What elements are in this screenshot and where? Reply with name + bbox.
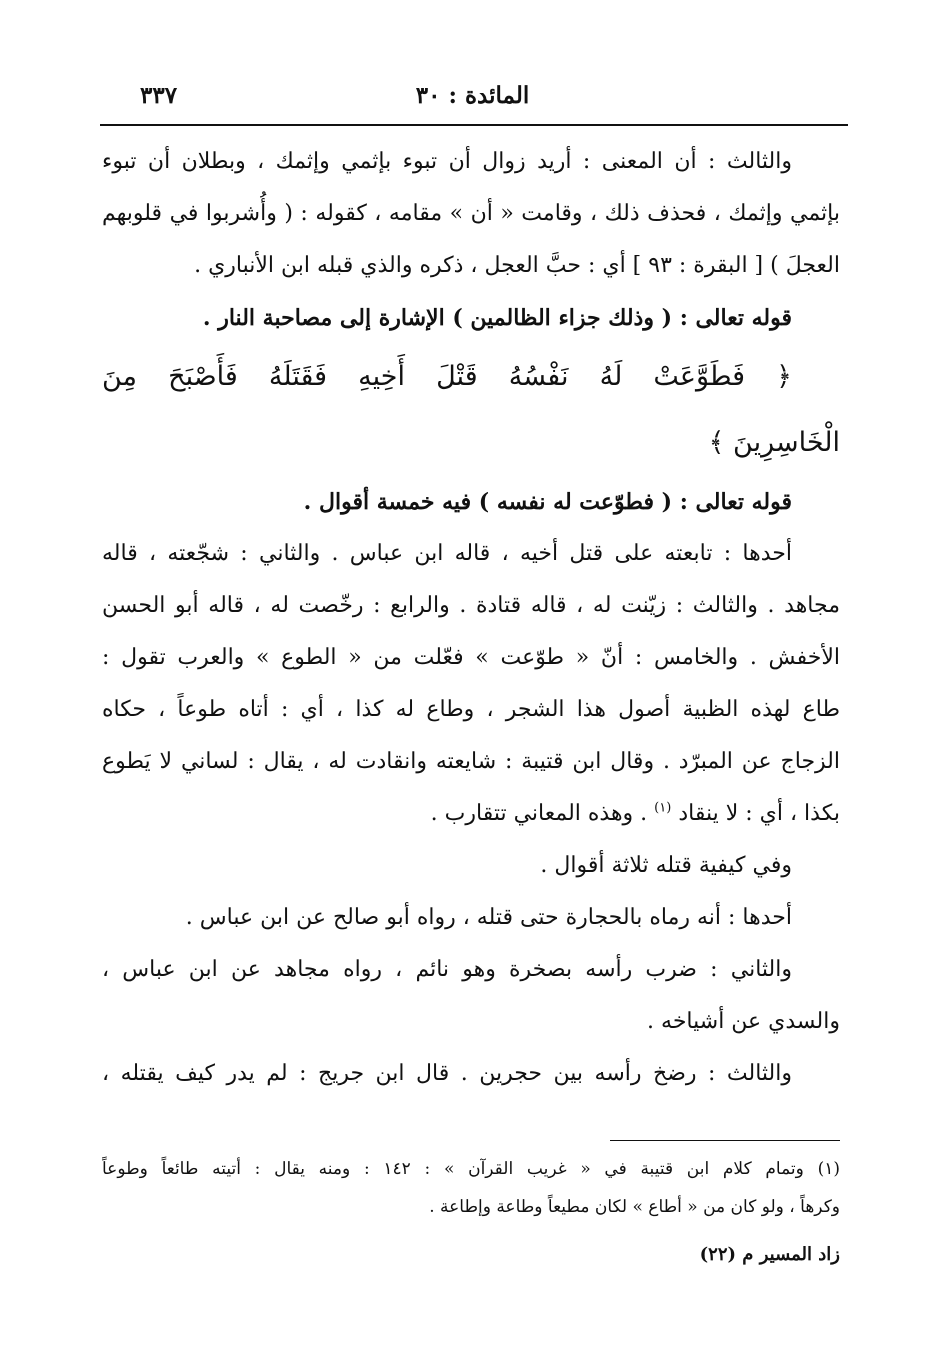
text-line: الزجاج عن المبرّد . وقال ابن قتيبة : شايعته وانقادت له ، يقال : لساني لا يَطوع [102,749,840,774]
text-line: وفي كيفية قتله ثلاثة أقوال . [540,853,792,878]
surah-reference: المائدة : ٣٠ [415,82,530,109]
text-line: والثاني : ضرب رأسه بصخرة وهو نائم ، رواه مجاهد عن ابن عباس ، [102,957,792,982]
text-line: أحدها : تابعته على قتل أخيه ، قاله ابن عباس . والثاني : شجّعته ، قاله [102,541,792,566]
page-number: ٣٣٧ [140,82,178,109]
text-segment: بكذا ، أي : لا ينقاد [678,801,840,826]
text-line: والثالث : أن المعنى : أريد زوال أن تبوء بإثمي وإثمك ، وبطلان أن تبوء [102,149,792,174]
text-line [102,788,840,840]
footnote-line: (١) وتمام كلام ابن قتيبة في « غريب القرآن » : ١٤٢ : ومنه يقال : أتيته طائعاً وطوعاً [102,1159,840,1179]
text-segment: . وهذه المعاني تتقارب . [430,801,648,826]
text-line: قوله تعالى : ( وذلك جزاء الظالمين ) الإشارة إلى مصاحبة النار . [202,305,792,331]
text-line: العجلَ ) [ البقرة : ٩٣ ] أي : حبَّ العجل ، ذكره والذي قبله ابن الأنباري . [194,253,840,278]
quran-verse-line: الْخَاسِرِينَ ﴾ [708,427,840,458]
page-header [100,78,845,122]
header-rule [100,124,848,126]
text-line: بإثمي وإثمك ، فحذف ذلك ، وقامت « أن » مقامه ، كقوله : ( وأُشربوا في قلوبهم [102,201,840,226]
text-line: الأخفش . والخامس : أنّ « طوّعت » فعّلت من « الطوع » والعرب تقول : [102,645,840,670]
text-line: مجاهد . والثالث : زيّنت له ، قاله قتادة . والرابع : رخّصت له ، قاله أبو الحسن [102,593,840,618]
text-line: أحدها : أنه رماه بالحجارة حتى قتله ، رواه أبو صالح عن ابن عباس . [185,905,792,930]
text-line: طاع لهذه الظبية أصول هذا الشجر ، وطاع له كذا ، أي : أتاه طوعاً ، حكاه [102,697,840,722]
body-text [102,136,840,1100]
quran-verse-line: ﴿ فَطَوَّعَتْ لَهُ نَفْسُهُ قَتْلَ أَخِيهِ فَقَتَلَهُ فَأَصْبَحَ مِنَ [102,361,792,392]
footnote-line: وكرهاً ، ولو كان من « أطاع » لكان مطيعاً وطاعة وإطاعة . [429,1197,840,1217]
footnote-marker: (١) [654,800,672,816]
text-line: قوله تعالى : ( فطوّعت له نفسه ) فيه خمسة أقوال . [303,489,792,515]
printer-signature: زاد المسير م (٢٢) [699,1244,840,1265]
footnotes [102,1150,840,1226]
text-line: والثالث : رضخ رأسه بين حجرين . قال ابن جريج : لم يدر كيف يقتله ، [102,1061,792,1086]
text-line: والسدي عن أشياخه . [647,1009,840,1034]
footnote-rule [610,1140,840,1141]
